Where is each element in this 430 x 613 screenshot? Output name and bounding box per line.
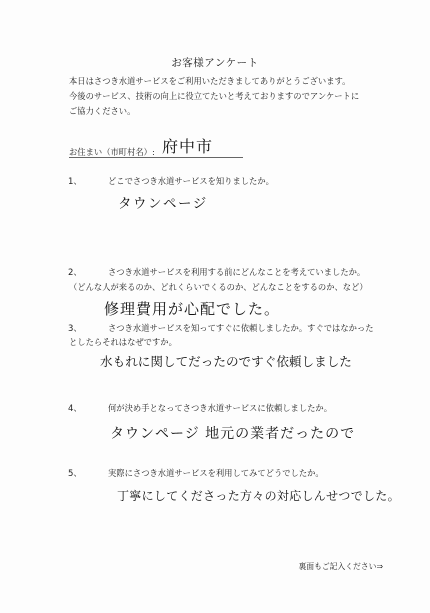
question-4-text: 何が決め手となってさつき水道サービスに依頼しましたか。 bbox=[108, 403, 333, 413]
question-3-number: 3、 bbox=[68, 324, 82, 334]
question-1-text: どこでさつき水道サービスを知りましたか。 bbox=[108, 176, 274, 186]
back-side-note: 裏面もご記入ください⇒ bbox=[298, 562, 383, 571]
question-2-subtext: （どんな人が来るのか、どれくらいでくるのか、どんなことをするのか、など） bbox=[69, 282, 368, 292]
question-5-text: 実際にさつき水道サービスを利用してみてどうでしたか。 bbox=[108, 468, 324, 478]
question-4-number: 4、 bbox=[68, 404, 82, 414]
survey-title: お客様アンケート bbox=[171, 57, 259, 69]
answer-2: 修理費用が心配でした。 bbox=[104, 300, 281, 318]
intro-line-3: ご協力ください。 bbox=[69, 106, 136, 116]
question-3-text: さつき水道サービスを知ってすぐに依頼しましたか。すぐではなかった bbox=[108, 323, 374, 333]
question-2-text: さつき水道サービスを利用する前にどんなことを考えていましたか。 bbox=[108, 267, 366, 277]
bleed-through-text bbox=[235, 145, 243, 156]
answer-1: タウンページ bbox=[118, 196, 208, 212]
address-value: 府中市 bbox=[162, 137, 214, 156]
question-5-number: 5、 bbox=[68, 469, 82, 479]
question-3-subtext: としたらそれはなぜですか。 bbox=[69, 337, 177, 347]
question-1-number: 1、 bbox=[68, 177, 82, 187]
address-underline bbox=[69, 157, 243, 158]
answer-5: 丁寧にしてくださった方々の対応しんせつでした。 bbox=[117, 489, 400, 503]
answer-3: 水もれに関してだったのですぐ依頼しました bbox=[100, 354, 352, 369]
answer-4: タウンページ 地元の業者だったので bbox=[110, 426, 356, 442]
address-label: お住まい（市町村名）: bbox=[69, 147, 155, 157]
intro-line-1: 本日はさつき水道サービスをご利用いただきましてありがとうございます。 bbox=[69, 76, 351, 86]
question-2-number: 2、 bbox=[68, 268, 82, 278]
intro-line-2: 今後のサービス、技術の向上に役立てたいと考えておりますのでアンケートに bbox=[69, 91, 360, 101]
